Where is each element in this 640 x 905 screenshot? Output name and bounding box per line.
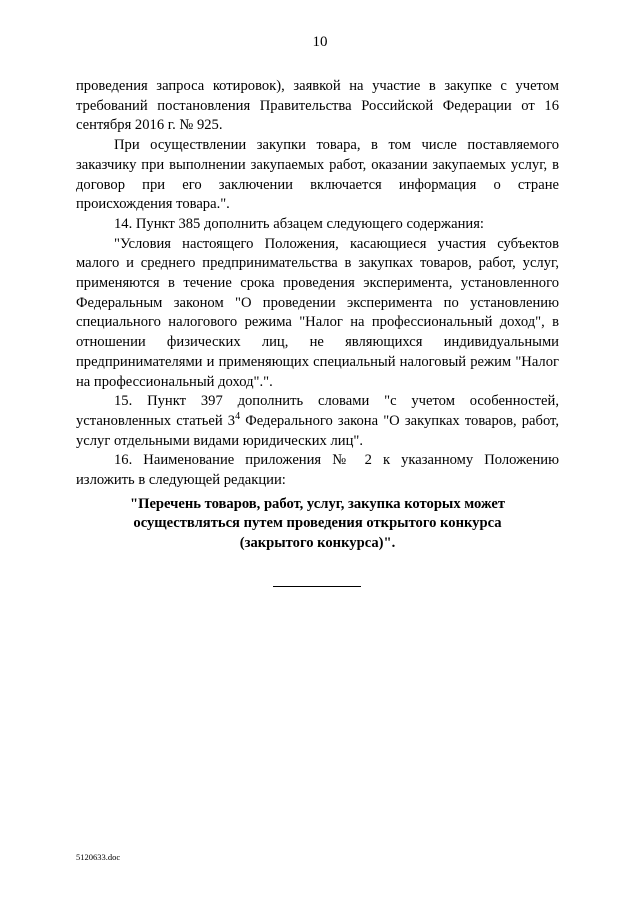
paragraph-continuation: проведения запроса котировок), заявкой на участие в закупке с учетом требований постановления Правительства Российской Федерации от 16 сентября 2016 г. № 925. [76, 78, 559, 134]
paragraph-origin-info: При осуществлении закупки товара, в том числе поставляемого заказчику при выполнении закупаемых работ, оказании закупаемых услуг, в договор при его заключении включается информация о стране происхождения товара.". [76, 137, 559, 213]
appendix-title-line-3: (закрытого конкурса)". [239, 535, 396, 552]
appendix-title-line-2: осуществляться путем проведения открытого конкурса [133, 515, 502, 532]
paragraph-item-16: 16. Наименование приложения № 2 к указанному Положению изложить в следующей редакции: [76, 452, 559, 489]
item-15-text-end: Федерального закона "О закупках товаров, работ, услуг отдельными видами юридических лиц". [76, 412, 559, 449]
document-code: 5120633.doc [76, 852, 121, 862]
appendix-title [76, 495, 559, 554]
paragraph-quoted-conditions: "Условия настоящего Положения, касающиеся участия субъектов малого и среднего предпринимательства в закупках товаров, работ, услуг, применяются в течение срока проведения эксперимента, установленного Федеральным законом "О проведении эксперимента по установлению специального налогового режима "Налог на профессиональный доход", в отношении физических лиц, не являющихся индивидуальными предпринимателями и применяющих специальный налоговый режим "Налог на профессиональный доход".". [76, 235, 559, 390]
end-separator-line [273, 586, 361, 587]
page-number: 10 [312, 34, 328, 50]
item-15-text-start: 15. Пункт 397 дополнить словами "с учетом особенностей, установленных статьей 3 [76, 393, 559, 429]
appendix-title-line-1: "Перечень товаров, работ, услуг, закупка которых может [129, 495, 505, 512]
item-15-superscript: 4 [235, 411, 241, 423]
paragraph-item-14: 14. Пункт 385 дополнить абзацем следующего содержания: [114, 215, 484, 232]
paragraph-item-15 [76, 392, 559, 451]
document-body [76, 77, 559, 554]
